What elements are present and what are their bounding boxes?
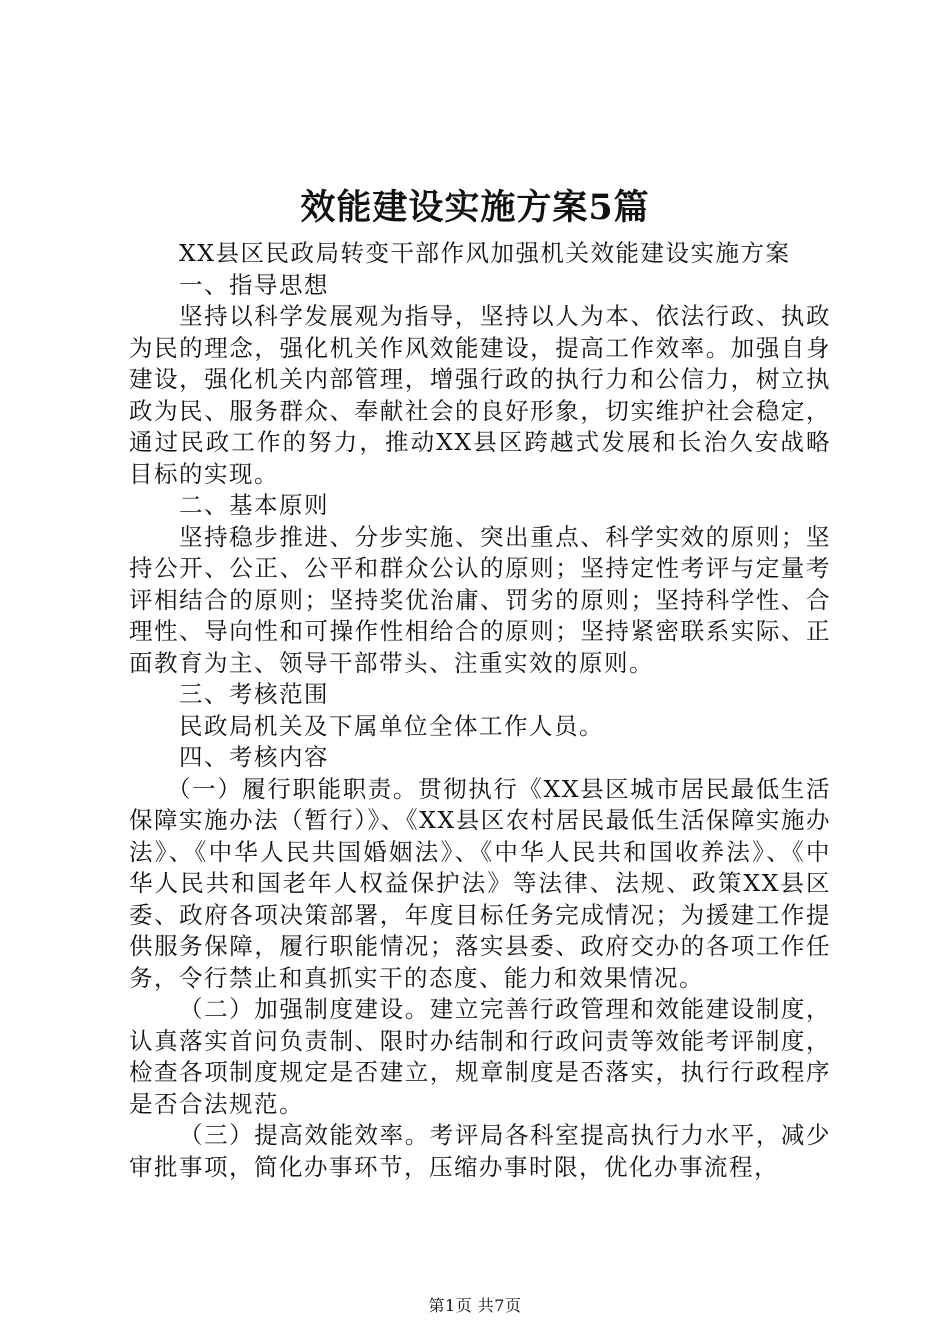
body-paragraph-2: 坚持稳步推进、分步实施、突出重点、科学实效的原则；坚持公开、公正、公平和群众公认的原则；坚持定性考评与定量考评相结合的原则；坚持奖优治庸、罚劣的原则；坚持科学性、合理性、导向性和可操作性相给合的原则；坚持紧密联系实际、正面教育为主、领导干部带头、注重实效的原则。 [129,522,831,677]
page-number-footer: 第1页 共7页 [428,1296,522,1315]
section-heading-2: 二、基本原则 [179,491,329,519]
list-item-1: （一）履行职能职责。贯彻执行《XX县区城市居民最低生活保障实施办法（暂行）》、《XX县区农村居民最低生活保障实施办法》、《中华人民共国婚姻法》、《中华人民共和国收养法》、《中华人民共和国老年人权益保护法》等法律、法规、政策XX县区委、政府各项决策部署，年度目标任务完成情况；为援建工作提供服务保障，履行职能情况；落实县委、政府交办的各项工作任务，令行禁止和真抓实干的态度、能力和效果情况。 [129,774,831,992]
section-heading-1: 一、指导思想 [179,270,329,299]
section-heading-3: 三、考核范围 [179,680,329,708]
body-paragraph-1: 坚持以科学发展观为指导，坚持以人为本、依法行政、执政为民的理念，强化机关作风效能建设，提高工作效率。加强自身建设，强化机关内部管理，增强行政的执行力和公信力，树立执政为民、服务群众、奉献社会的良好形象，切实维护社会稳定，通过民政工作的努力，推动XX县区跨越式发展和长治久安战略目标的实现。 [129,302,831,488]
subtitle-paragraph: XX县区民政局转变干部作风加强机关效能建设实施方案 [179,239,791,267]
document-body [129,238,831,1183]
document-title: 效能建设实施方案5篇 [300,187,650,228]
section-heading-4: 四、考核内容 [179,743,329,771]
list-item-2: （二）加强制度建设。建立完善行政管理和效能建设制度，认真落实首问负责制、限时办结制和行政问责等效能考评制度，检查各项制度规定是否建立，规章制度是否落实，执行行政程序是否合法规范。 [129,995,831,1118]
body-paragraph-3: 民政局机关及下属单位全体工作人员。 [179,711,604,740]
list-item-3: （三）提高效能效率。考评局各科室提高执行力水平，减少审批事项，简化办事环节，压缩办事时限，优化办事流程， [129,1121,831,1181]
